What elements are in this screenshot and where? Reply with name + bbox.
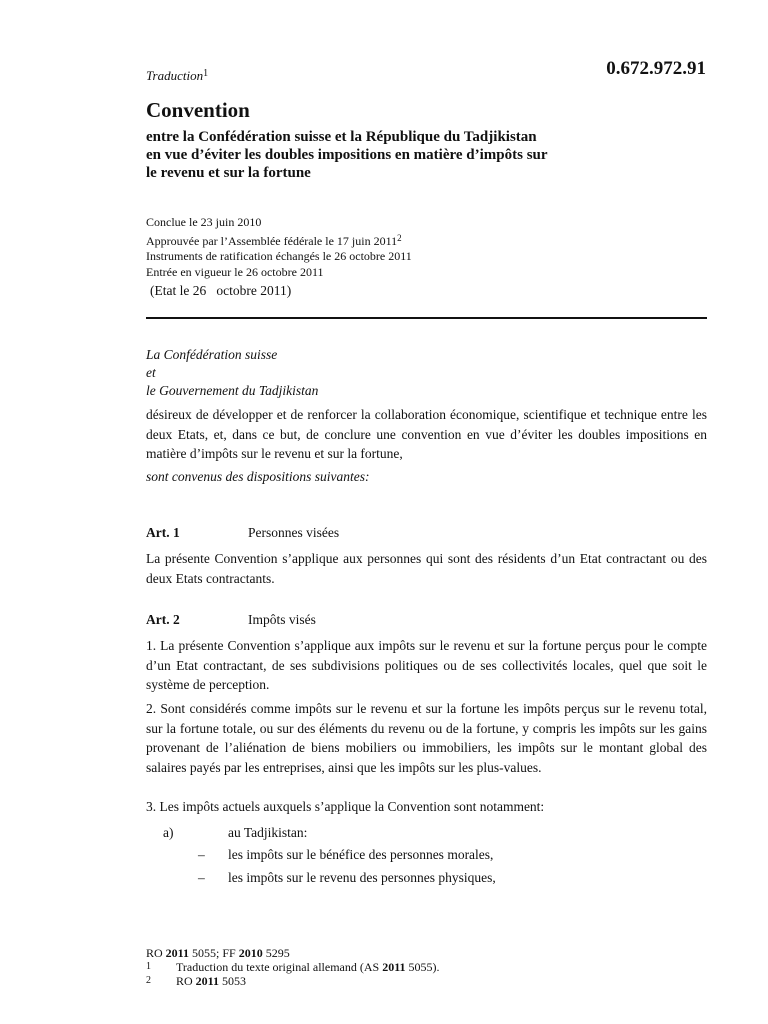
list-item-text: les impôts sur le revenu des personnes physiques, bbox=[228, 870, 496, 885]
footnote-2-year: 2011 bbox=[195, 974, 220, 988]
footnote-ref-1[interactable]: 1 bbox=[203, 68, 209, 79]
date-approved bbox=[146, 231, 412, 250]
article-2-number: Art. 2 bbox=[146, 612, 180, 627]
footnote-1-year: 2011 bbox=[382, 960, 406, 974]
date-ratification: Instruments de ratification échangés le 26 octobre 2011 bbox=[146, 249, 412, 263]
date-approved-text: Approuvée par l’Assemblée fédérale le 17 juin 2011 bbox=[146, 233, 398, 248]
footnote-1-text-b: 5055). bbox=[408, 960, 440, 974]
list-item bbox=[198, 847, 493, 863]
page-title: Convention bbox=[146, 98, 250, 122]
horizontal-rule bbox=[146, 317, 707, 319]
parties-block bbox=[146, 346, 318, 400]
article-1-heading bbox=[146, 525, 339, 541]
translation-label bbox=[146, 68, 208, 84]
footnote-ref-2[interactable]: 2 bbox=[397, 232, 402, 243]
footnotes bbox=[146, 946, 440, 988]
document-number: 0.672.972.91 bbox=[606, 58, 706, 79]
article-2-paragraph-3: 3. Les impôts actuels auxquels s’applique la Convention sont notamment: bbox=[146, 799, 545, 814]
ff-number: 5295 bbox=[265, 946, 290, 960]
list-item-a bbox=[163, 825, 307, 841]
party-switzerland: La Confédération suisse bbox=[146, 347, 278, 362]
date-concluded: Conclue le 23 juin 2010 bbox=[146, 215, 262, 229]
article-1-title: Personnes visées bbox=[248, 525, 340, 540]
dash-bullet: – bbox=[198, 847, 205, 862]
date-entry: Entrée en vigueur le 26 octobre 2011 bbox=[146, 264, 324, 279]
agreed-clause: sont convenus des dispositions suivantes: bbox=[146, 469, 370, 484]
article-1-text: La présente Convention s’applique aux personnes qui sont des résidents d’un Etat contractant ou des deux Etats contractants. bbox=[146, 551, 707, 586]
translation-text: Traduction bbox=[146, 68, 204, 83]
subtitle-line-2: en vue d’éviter les doubles impositions en matière d’impôts sur bbox=[146, 147, 548, 163]
footnote-1 bbox=[146, 960, 440, 974]
ro-prefix: RO bbox=[146, 946, 163, 960]
footnote-1-number: 1 bbox=[146, 961, 151, 972]
footnote-1-text-a: Traduction du texte original allemand (AS bbox=[176, 960, 380, 974]
subtitle-line-1: entre la Confédération suisse et la République du Tadjikistan bbox=[146, 129, 537, 145]
list-item-a-text: au Tadjikistan: bbox=[228, 825, 308, 840]
status-date: (Etat le 26 octobre 2011) bbox=[150, 283, 292, 298]
subtitle bbox=[146, 128, 666, 182]
article-1-number: Art. 1 bbox=[146, 525, 180, 540]
footnote-2-prefix: RO bbox=[176, 974, 193, 988]
article-2-paragraph-2: 2. Sont considérés comme impôts sur le revenu et sur la fortune les impôts perçus sur le revenu total, sur la fortune totale, ou sur des éléments du revenu ou de la fortune, y compris les impôts sur les gains provenant de l’aliénation de biens mobiliers ou immobiliers, les impôts sur le montant global des salaires payés par les entreprises, ainsi que les impôts sur les plus-values. bbox=[146, 701, 707, 775]
list-item-text: les impôts sur le bénéfice des personnes morales, bbox=[228, 847, 494, 862]
article-2-heading bbox=[146, 612, 316, 628]
article-2-title: Impôts visés bbox=[248, 612, 316, 627]
footnote-2-text bbox=[176, 974, 246, 988]
dash-bullet: – bbox=[198, 870, 205, 885]
list-item bbox=[198, 870, 496, 886]
preamble: désireux de développer et de renforcer la collaboration économique, scientifique et technique entre les deux Etats, et, dans ce but, de conclure une convention en vue d’éviter les doubles impositions en matière d’impôts sur le revenu et sur la fortune, bbox=[146, 407, 707, 461]
party-tajikistan: le Gouvernement du Tadjikistan bbox=[146, 383, 319, 398]
article-2-paragraph-1: 1. La présente Convention s’applique aux impôts sur le revenu et sur la fortune perçus pour le compte d’un Etat contractant, de ses subdivisions politiques ou de ses collectivités locales, quel que soit le système de perception. bbox=[146, 638, 707, 692]
dates-block bbox=[146, 215, 412, 280]
subtitle-line-3: le revenu et sur la fortune bbox=[146, 165, 311, 181]
footnote-2-number: 2 bbox=[146, 975, 151, 986]
ro-year: 2011 bbox=[165, 946, 190, 960]
ro-number: 5055; FF bbox=[192, 946, 236, 960]
ff-year: 2010 bbox=[238, 946, 263, 960]
footnote-2 bbox=[146, 974, 440, 988]
party-and: et bbox=[146, 365, 156, 380]
ro-reference bbox=[146, 946, 440, 960]
footnote-1-text bbox=[176, 960, 440, 974]
list-item-a-label: a) bbox=[163, 825, 174, 840]
footnote-2-number-text: 5053 bbox=[222, 974, 247, 988]
